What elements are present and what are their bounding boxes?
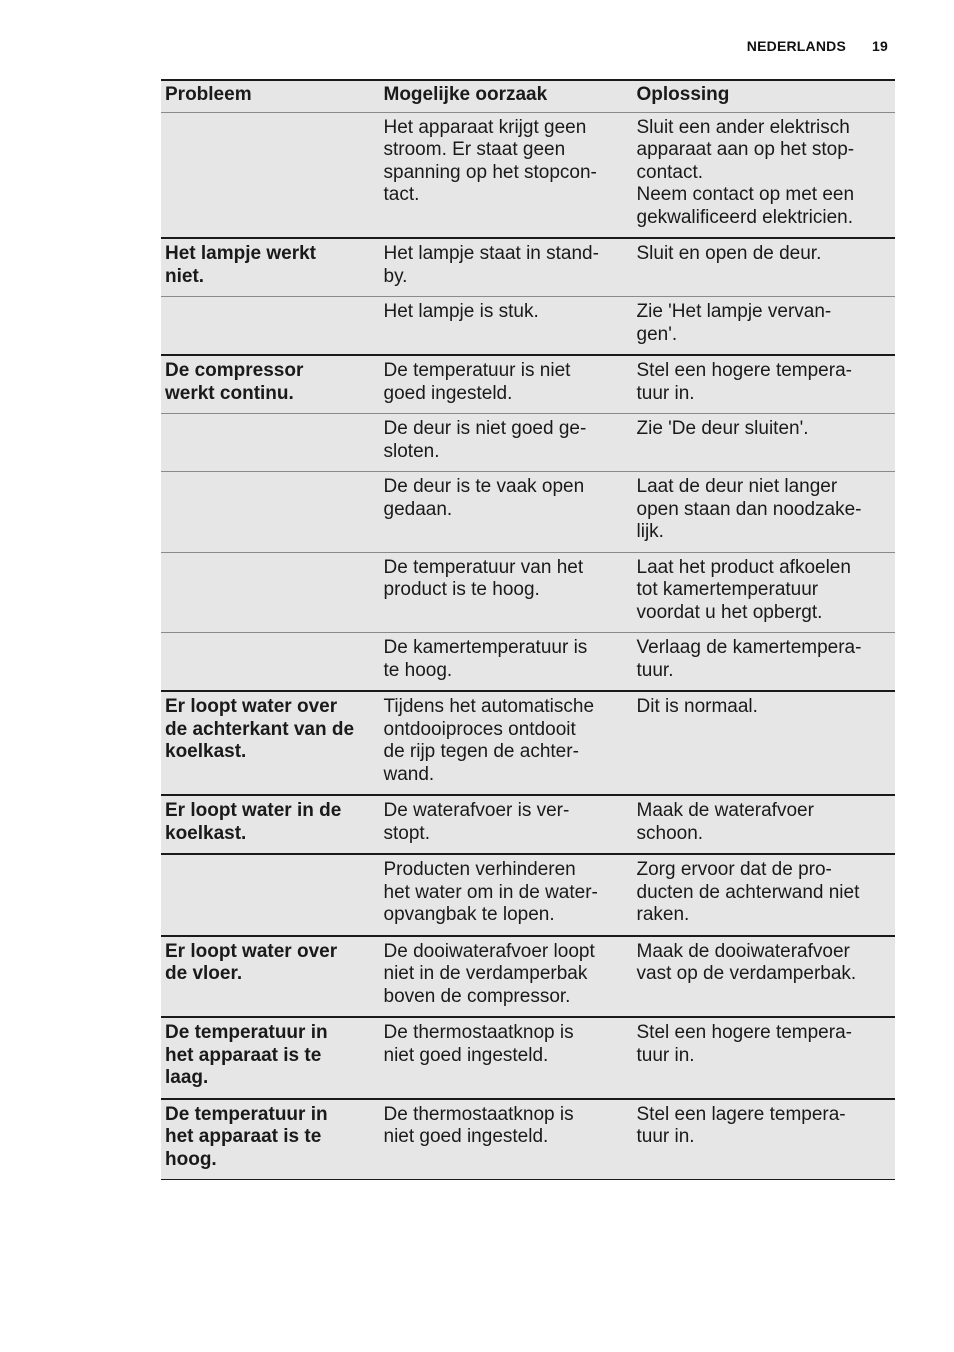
solution-cell <box>632 854 895 936</box>
header-row <box>161 80 895 112</box>
solution-text: Verlaag de kamertempera- tuur. <box>636 637 862 681</box>
cause-text: De temperatuur van het product is te hoog. <box>383 556 584 600</box>
cause-cell <box>379 414 632 472</box>
solution-cell <box>632 355 895 414</box>
table-row <box>161 472 895 553</box>
table-row <box>161 1099 895 1180</box>
table-row <box>161 854 895 936</box>
table-row <box>161 552 895 633</box>
problem-cell <box>161 633 379 692</box>
solution-cell <box>632 472 895 553</box>
cause-cell <box>379 355 632 414</box>
column-header-solution: Oplossing <box>632 80 895 112</box>
table-row <box>161 1017 895 1099</box>
cause-text: Producten verhinderen het water om in de water- opvangbak te lopen. <box>383 859 598 925</box>
cause-cell <box>379 472 632 553</box>
page-number: 19 <box>872 38 888 54</box>
problem-cell <box>161 691 379 795</box>
section-title: NEDERLANDS <box>746 38 847 54</box>
table-row <box>161 238 895 297</box>
solution-text: Stel een lagere tempera- tuur in. <box>636 1103 846 1147</box>
cause-text: De dooiwaterafvoer loopt niet in de verdamperbak boven de compressor. <box>383 940 595 1007</box>
solution-text: Zorg ervoor dat de pro- ducten de achterwand niet raken. <box>636 859 860 925</box>
problem-cell <box>161 297 379 356</box>
solution-text: Zie 'De deur sluiten'. <box>636 418 809 439</box>
problem-text: Er loopt water over de vloer. <box>165 940 338 984</box>
solution-text: Maak de waterafvoer schoon. <box>636 800 814 844</box>
table-row <box>161 936 895 1018</box>
problem-cell <box>161 472 379 553</box>
cause-text: De waterafvoer is ver- stopt. <box>383 800 570 844</box>
table-row <box>161 297 895 356</box>
cause-text: Het lampje is stuk. <box>383 301 539 322</box>
cause-cell <box>379 112 632 238</box>
problem-text: Er loopt water in de koelkast. <box>165 800 342 844</box>
cause-cell <box>379 691 632 795</box>
problem-cell <box>161 795 379 854</box>
table-row <box>161 355 895 414</box>
cause-text: Tijdens het automatische ontdooiproces ontdooit de rijp tegen de achter- wand. <box>383 696 595 785</box>
problem-cell <box>161 854 379 936</box>
problem-text: Er loopt water over de achterkant van de koelkast. <box>165 696 355 762</box>
table-row <box>161 691 895 795</box>
solution-text: Dit is normaal. <box>636 696 758 717</box>
cause-text: Het lampje staat in stand- by. <box>383 243 599 287</box>
problem-cell <box>161 552 379 633</box>
problem-text: De temperatuur in het apparaat is te laag. <box>165 1022 328 1088</box>
problem-cell <box>161 355 379 414</box>
solution-cell <box>632 552 895 633</box>
solution-text: Zie 'Het lampje vervan- gen'. <box>636 301 832 345</box>
cause-cell <box>379 936 632 1018</box>
problem-cell <box>161 238 379 297</box>
cause-text: Het apparaat krijgt geen stroom. Er staat geen spanning op het stopcon- tact. <box>383 116 597 205</box>
table-body <box>161 112 895 1180</box>
solution-cell <box>632 936 895 1018</box>
cause-cell <box>379 633 632 692</box>
solution-cell <box>632 691 895 795</box>
cause-text: De thermostaatknop is niet goed ingesteld. <box>383 1022 574 1066</box>
cause-cell <box>379 552 632 633</box>
solution-cell <box>632 414 895 472</box>
table-header <box>161 80 895 112</box>
solution-text: Laat de deur niet langer open staan dan noodzake- lijk. <box>636 476 862 542</box>
problem-cell <box>161 1099 379 1180</box>
cause-cell <box>379 238 632 297</box>
problem-text: De compressor werkt continu. <box>165 360 304 404</box>
solution-cell <box>632 795 895 854</box>
table-row <box>161 795 895 854</box>
solution-cell <box>632 1017 895 1099</box>
solution-text: Sluit en open de deur. <box>636 243 822 264</box>
troubleshooting-table <box>161 79 895 1180</box>
page-header <box>747 38 888 54</box>
table-row <box>161 414 895 472</box>
cause-cell <box>379 795 632 854</box>
cause-cell <box>379 1017 632 1099</box>
problem-text: Het lampje werkt niet. <box>165 243 316 287</box>
table-row <box>161 633 895 692</box>
cause-text: De kamertemperatuur is te hoog. <box>383 637 588 681</box>
table-row <box>161 112 895 238</box>
solution-cell <box>632 633 895 692</box>
solution-cell <box>632 1099 895 1180</box>
cause-text: De deur is te vaak open gedaan. <box>383 476 585 520</box>
problem-cell <box>161 1017 379 1099</box>
solution-text: Stel een hogere tempera- tuur in. <box>636 1022 852 1066</box>
cause-text: De thermostaatknop is niet goed ingesteld. <box>383 1103 574 1147</box>
cause-text: De deur is niet goed ge- sloten. <box>383 418 587 462</box>
column-header-cause: Mogelijke oorzaak <box>379 80 632 112</box>
solution-text: Laat het product afkoelen tot kamertemperatuur voordat u het opbergt. <box>636 556 851 623</box>
problem-cell <box>161 414 379 472</box>
problem-text: De temperatuur in het apparaat is te hoog. <box>165 1103 328 1170</box>
problem-cell <box>161 112 379 238</box>
solution-text: Sluit een ander elektrisch apparaat aan op het stop- contact. Neem contact op met een gekwalificeerd elektricien. <box>636 116 855 228</box>
column-header-problem: Probleem <box>161 80 379 112</box>
solution-cell <box>632 297 895 356</box>
cause-cell <box>379 854 632 936</box>
solution-cell <box>632 238 895 297</box>
cause-cell <box>379 297 632 356</box>
solution-cell <box>632 112 895 238</box>
problem-cell <box>161 936 379 1018</box>
solution-text: Maak de dooiwaterafvoer vast op de verdamperbak. <box>636 940 857 984</box>
solution-text: Stel een hogere tempera- tuur in. <box>636 360 852 404</box>
cause-cell <box>379 1099 632 1180</box>
cause-text: De temperatuur is niet goed ingesteld. <box>383 360 571 404</box>
